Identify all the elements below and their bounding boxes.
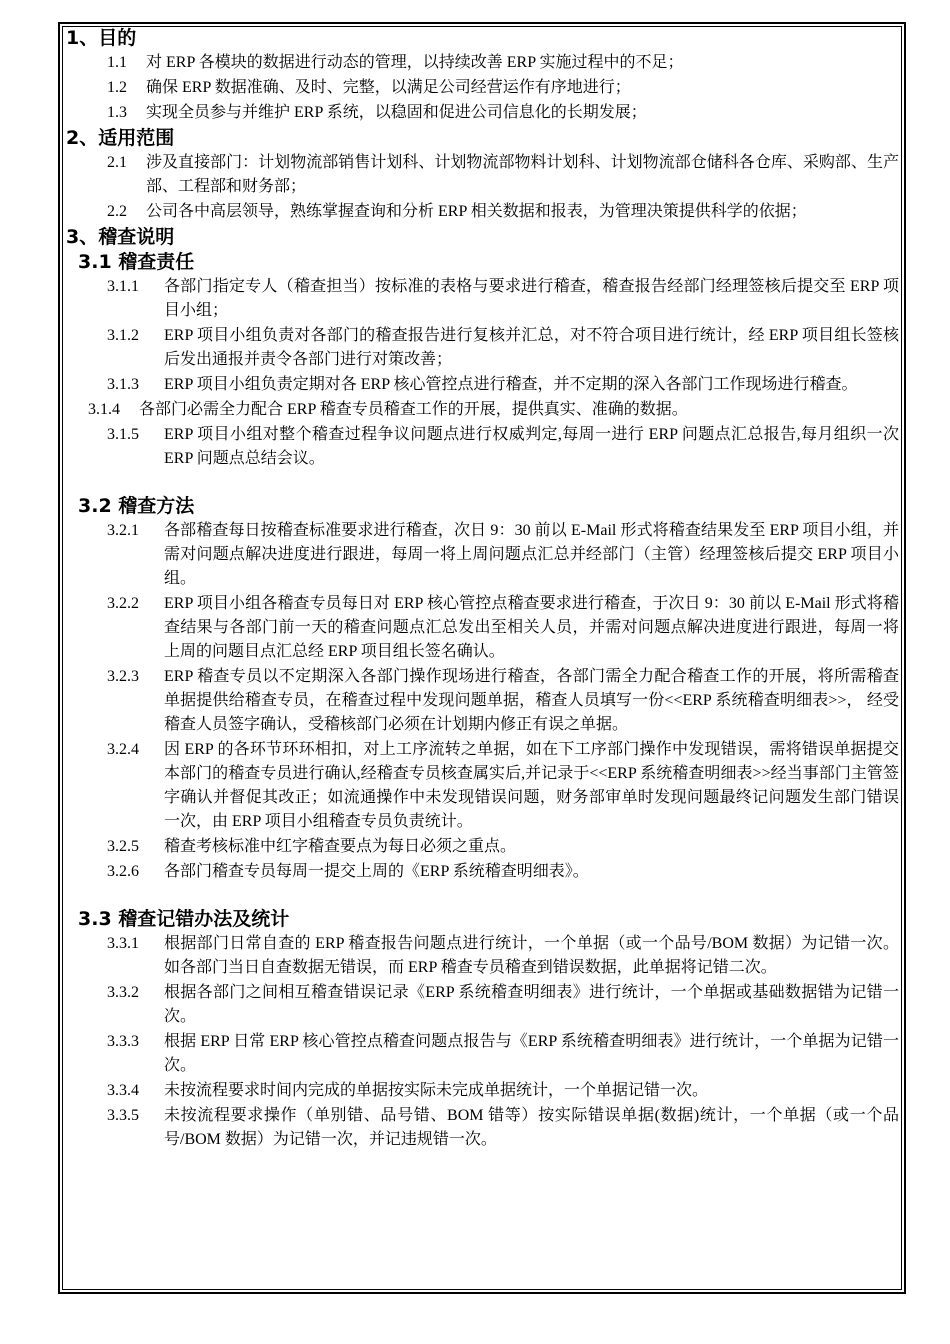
section-heading-audit: 3、稽查说明 bbox=[66, 226, 175, 248]
clause-1-2: 1.2 确保 ERP 数据准确、及时、完整，以满足公司经营运作有序地进行； bbox=[107, 79, 631, 96]
clause-1-1: 1.1 对 ERP 各模块的数据进行动态的管理，以持续改善 ERP 实施过程中的不足； bbox=[107, 54, 684, 71]
clause-3-3-3: 3.3.3 根据 ERP 日常 ERP 核心管控点稽查问题点报告与《ERP 系统稽查明细表》进行统计，一个单据为记错一次。 bbox=[107, 1033, 899, 1074]
clause-3-2-5: 3.2.5 稽查考核标准中红字稽查要点为每日必须之重点。 bbox=[107, 838, 517, 855]
subsection-heading-method: 3.2 稽查方法 bbox=[78, 495, 195, 517]
clause-3-2-1: 3.2.1 各部稽查每日按稽查标准要求进行稽查，次日 9：30 前以 E-Mail 形式将稽查结果发至 ERP 项目小组，并需对问题点解决进度进行跟进，每周一将上周问题点汇总并经部门（主管）经理签核后提交 ERP 项目小组。 bbox=[107, 522, 899, 587]
clause-3-1-3: 3.1.3 ERP 项目小组负责定期对各 ERP 核心管控点进行稽查，并不定期的深入各部门工作现场进行稽查。 bbox=[107, 376, 858, 393]
subsection-heading-error-counting: 3.3 稽查记错办法及统计 bbox=[78, 908, 290, 930]
clause-3-2-2: 3.2.2 ERP 项目小组各稽查专员每日对 ERP 核心管控点稽查要求进行稽查，于次日 9：30 前以 E-Mail 形式将稽查结果与各部门前一天的稽查问题点汇总发出至相关人员，并需对问题点解决进度进行跟进，每周一将上周的问题目点汇总经 ERP 项目组长签名确认。 bbox=[107, 595, 899, 660]
section-heading-scope: 2、适用范围 bbox=[66, 127, 175, 149]
spacer bbox=[66, 885, 899, 907]
clause-3-1-4: 3.1.4 各部门必需全力配合 ERP 稽查专员稽查工作的开展，提供真实、准确的数据。 bbox=[88, 401, 688, 418]
clause-2-2: 2.2 公司各中高层领导，熟练掌握查询和分析 ERP 相关数据和报表，为管理决策提供科学的依据； bbox=[107, 203, 807, 220]
clause-3-3-4: 3.3.4 未按流程要求时间内完成的单据按实际未完成单据统计，一个单据记错一次。 bbox=[107, 1082, 709, 1099]
document-body bbox=[66, 26, 899, 1153]
section-heading-purpose: 1、目的 bbox=[66, 27, 137, 49]
clause-3-2-6: 3.2.6 各部门稽查专员每周一提交上周的《ERP 系统稽查明细表》。 bbox=[107, 863, 589, 880]
clause-3-2-4: 3.2.4 因 ERP 的各环节环环相扣，对上工序流转之单据，如在下工序部门操作中发现错误，需将错误单据提交本部门的稽查专员进行确认,经稽查专员核查属实后,并记录于<<ERP 系统稽查明细表>>经当事部门主管签字确认并督促其改正；如流通操作中未发现错误问题，财务部审单时发现问题最终记问题发生部门错误一次，由 ERP 项目小组稽查专员负责统计。 bbox=[107, 741, 899, 830]
clause-2-1: 2.1 涉及直接部门：计划物流部销售计划科、计划物流部物料计划科、计划物流部仓储科各仓库、采购部、生产部、工程部和财务部； bbox=[107, 154, 899, 195]
clause-3-1-5: 3.1.5 ERP 项目小组对整个稽查过程争议问题点进行权威判定,每周一进行 ERP 问题点汇总报告,每月组织一次 ERP 问题点总结会议。 bbox=[107, 426, 899, 467]
clause-3-3-1: 3.3.1 根据部门日常自查的 ERP 稽查报告问题点进行统计，一个单据（或一个品号/BOM 数据）为记错一次。如各部门当日自查数据无错误，而 ERP 稽查专员稽查到错误数据，此单据将记错二次。 bbox=[107, 935, 899, 976]
clause-3-1-2: 3.1.2 ERP 项目小组负责对各部门的稽查报告进行复核并汇总，对不符合项目进行统计，经 ERP 项目组长签核后发出通报并责令各部门进行对策改善； bbox=[107, 327, 899, 368]
clause-3-3-5: 3.3.5 未按流程要求操作（单别错、品号错、BOM 错等）按实际错误单据(数据)统计，一个单据（或一个品号/BOM 数据）为记错一次，并记违规错一次。 bbox=[107, 1107, 899, 1148]
clause-3-1-1: 3.1.1 各部门指定专人（稽查担当）按标准的表格与要求进行稽查，稽查报告经部门经理签核后提交至 ERP 项目小组； bbox=[107, 278, 899, 319]
clause-3-2-3: 3.2.3 ERP 稽查专员以不定期深入各部门操作现场进行稽查，各部门需全力配合稽查工作的开展，将所需稽查单据提供给稽查专员，在稽查过程中发现问题单据，稽查人员填写一份<<ERP 系统稽查明细表>>， 经受稽查人员签字确认，受稽核部门必须在计划期内修正有误之单据。 bbox=[107, 668, 899, 733]
clause-3-3-2: 3.3.2 根据各部门之间相互稽查错误记录《ERP 系统稽查明细表》进行统计，一个单据或基础数据错为记错一次。 bbox=[107, 984, 899, 1025]
spacer bbox=[66, 472, 899, 494]
subsection-heading-responsibility: 3.1 稽查责任 bbox=[78, 251, 195, 273]
clause-1-3: 1.3 实现全员参与并维护 ERP 系统，以稳固和促进公司信息化的长期发展； bbox=[107, 104, 647, 121]
